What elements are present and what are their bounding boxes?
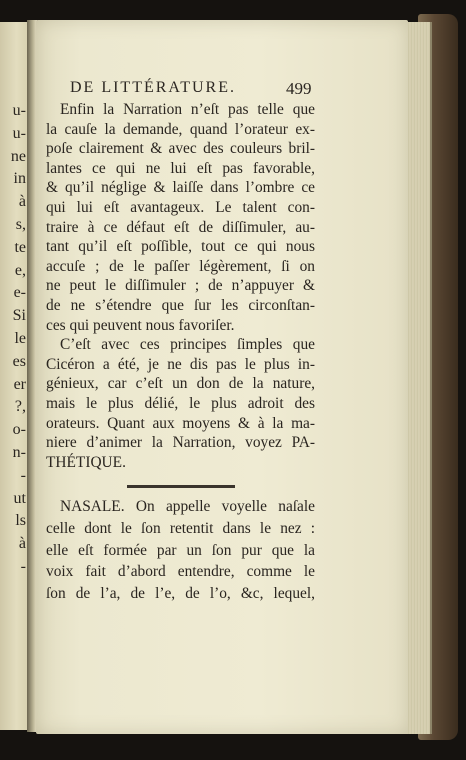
- fragment-line: à: [18, 193, 26, 211]
- fragment-line: u-: [12, 124, 26, 142]
- previous-page-fragments: [0, 100, 30, 579]
- text-line: tant qu’il eſt poſſible, tout ce qui nous: [46, 238, 315, 256]
- text-line: lantes ce qui ne lui eſt pas favorable,: [46, 159, 315, 177]
- fragment-line: s,: [15, 215, 26, 233]
- text-line: THÉTIQUE.: [46, 453, 126, 471]
- text-line: & qu’il néglige & laiſſe dans l’ombre ce: [46, 179, 315, 197]
- fragment-line: -: [20, 466, 26, 484]
- page-number: 499: [286, 79, 312, 98]
- text-line: poſe clairement & avec des couleurs bril-: [46, 140, 315, 158]
- page-edges: [404, 22, 432, 734]
- text-line: NASALE. On appelle voyelle naſale: [60, 498, 315, 515]
- text-line: Enfin la Narration n’eſt pas telle que: [60, 101, 315, 118]
- text-line: ne peut le diſſimuler ; de n’appuyer &: [46, 277, 315, 295]
- running-head: DE LITTÉRATURE.: [70, 79, 236, 96]
- text-line: voix fait d’abord entendre, comme le: [46, 563, 315, 581]
- text-line: mais le plus délié, le plus adroit des: [46, 394, 315, 412]
- fragment-line: in: [13, 170, 26, 188]
- fragment-line: er: [13, 375, 26, 393]
- fragment-line: ne: [10, 147, 26, 165]
- fragment-line: à: [18, 535, 26, 553]
- text-line: de ne s’étendre que ſur les circonſtan-: [46, 296, 315, 314]
- fragment-line: te: [14, 238, 26, 256]
- text-line: ſon de l’a, de l’e, de l’o, &c, lequel,: [46, 585, 315, 603]
- text-line: la cauſe la demande, quand l’orateur ex-: [46, 120, 315, 138]
- fragment-line: es: [12, 352, 26, 370]
- fragment-line: o-: [12, 421, 26, 439]
- body-text-nasale: [46, 496, 315, 605]
- text-line: qui lui eſt avantageux. Le talent con-: [46, 198, 315, 216]
- fragment-line: Si: [12, 307, 26, 325]
- text-line: ces qui peuvent nous favoriſer.: [46, 316, 235, 334]
- text-line: niere d’animer la Narration, voyez PA-: [46, 434, 315, 452]
- text-line: orateurs. Quant aux moyens & à la ma-: [46, 414, 315, 432]
- fragment-line: ut: [13, 489, 26, 507]
- fragment-line: e,: [14, 261, 26, 279]
- text-line: accuſe ; de le paſſer légèrement, ſi on: [46, 257, 315, 275]
- body-text: [46, 100, 315, 472]
- text-line: traire à ce défaut eſt de diſſimuler, au-: [46, 218, 315, 236]
- text-line: elle eſt formée par un ſon pur que la: [46, 541, 315, 559]
- fragment-line: e-: [13, 284, 26, 302]
- fragment-line: n-: [12, 443, 26, 461]
- fragment-line: le: [14, 329, 26, 347]
- fragment-line: ls: [15, 512, 26, 530]
- text-line: celle dont le ſon retentit dans le nez :: [46, 519, 315, 537]
- fragment-line: u-: [12, 102, 26, 119]
- section-divider: [127, 485, 235, 488]
- text-line: Cicéron a été, je ne dis pas le plus in-: [46, 355, 315, 373]
- text-line: génieux, car c’eſt un don de la nature,: [46, 375, 315, 393]
- fragment-line: -: [20, 557, 26, 575]
- fragment-line: ?,: [14, 398, 26, 416]
- text-line: C’eſt avec ces principes ſimples que: [60, 336, 315, 354]
